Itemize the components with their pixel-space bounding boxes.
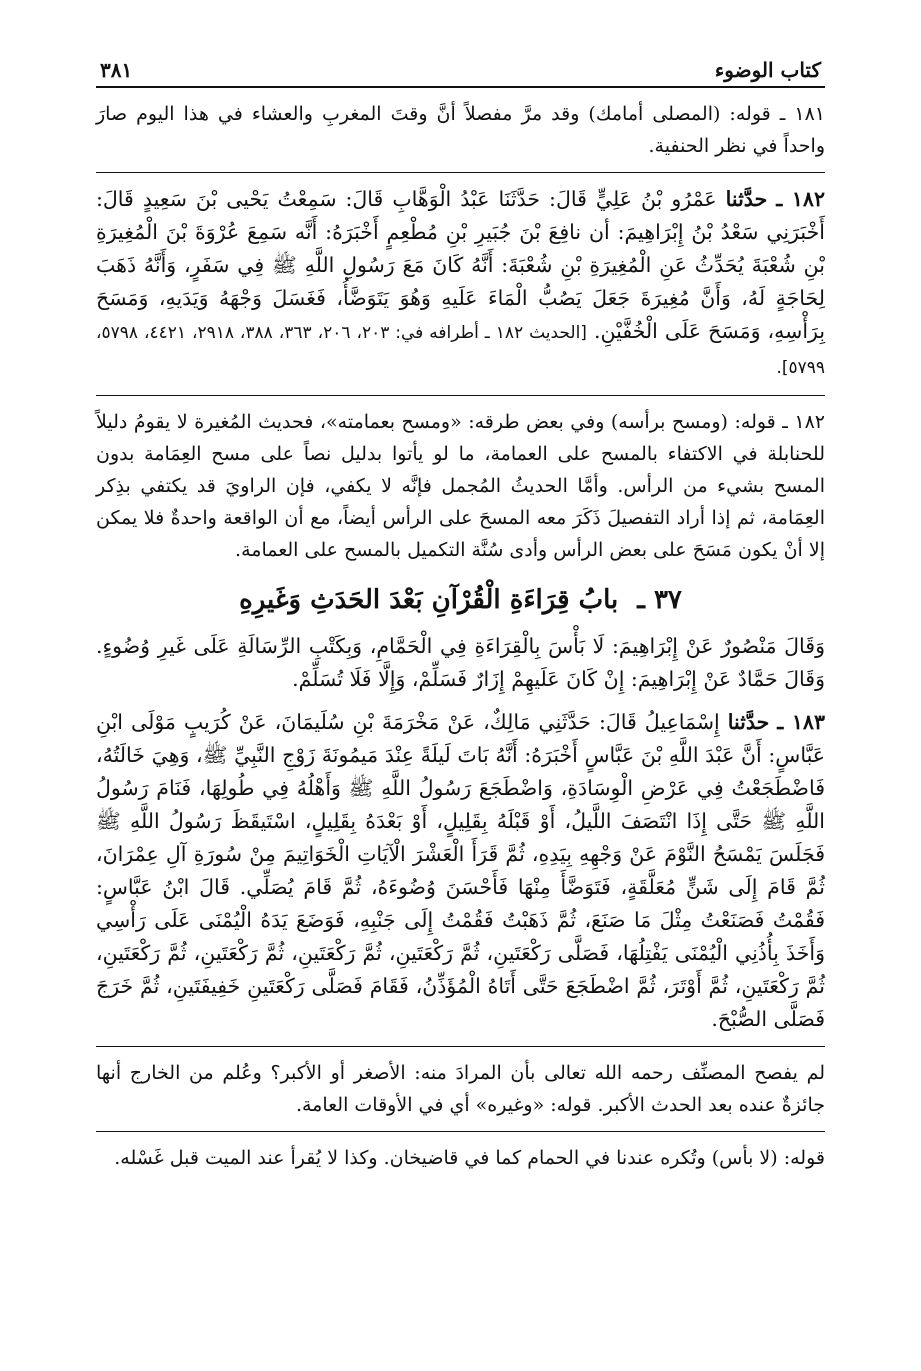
commentary-182-text: ١٨٢ ـ قوله: (ومسح برأسه) وفي بعض طرقه: «ومسح بعمامته»، فحديث المُغيرة لا يقومُ دليلاً للحنابلة في الاكتفاء بالمسح على العمامة، ما لو يأتوا بدليل نصاً على مسح العِمَامة بدون المسح بشيء من الرأس. وأمَّا الحديثُ المُجمل فإنَّه لا يكفي، فإن الراويَ قد يكتفي بذِكر العِمَامة، ثم إذا أراد التفصيلَ ذَكَرَ معه المسحَ على الرأس أيضاً، مع أن الواقعة واحدةٌ فلا يمكن إلا أنْ يكون مَسَحَ على بعض الرأس وأدى سُنَّة التكميل بالمسح على العمامة. — [96, 411, 825, 561]
running-head — [96, 48, 825, 88]
hadith-183-intro: حدَّثنا — [727, 710, 770, 734]
hadith-183-paragraph — [96, 706, 825, 1036]
hadith-182-references: [الحديث ١٨٢ ـ أطرافه في: ٢٠٣، ٢٠٦، ٣٦٣، ٣٨٨، ٢٩١٨، ٤٤٢١، ٥٧٩٨، ٥٧٩٩]. — [96, 323, 825, 378]
hadith-182 — [96, 183, 825, 385]
section-divider — [96, 395, 825, 396]
chapter-title: بابُ قِرَاءَةِ الْقُرْآنِ بَعْدَ الحَدَثِ وَغَيرِهِ — [239, 585, 619, 615]
hadith-182-text: عَمْرُو بْنُ عَلِيٍّ قَالَ: حَدَّثَنَا عَبْدُ الْوَهَّابِ قَالَ: سَمِعْتُ يَحْيى بْنَ سَعِيدٍ قَالَ: أَخْبَرَنِي سَعْدُ بْنُ إِبْرَاهِيمَ: أن نافِعَ بْنَ جُبَيرِ بْنِ مُطْعِمٍ أَخْبَرَهُ: أَنَّه سَمِعَ عُرْوَةَ بْنَ الْمُغِيرَةِ بْنِ شُعْبَةَ يُحَدِّثُ عَنِ الْمُغِيرَةِ بْنِ شُعْبَةَ: أَنَّهُ كَانَ مَعَ رَسُولِ اللَّهِ ﷺ فِي سَفَرٍ، وَأَنَّهُ ذَهَبَ لِحَاجَةٍ لَهُ، وَأَنَّ مُغِيرَةَ جَعَلَ يَصُبُّ الْمَاءَ عَلَيهِ وَهُوَ يَتَوَضَّأُ، فَغَسَلَ وَجْهَهُ وَيَدَيهِ، وَمَسَحَ بِرَأْسِهِ، وَمَسَحَ عَلَى الْخُفَّيْنِ. — [96, 187, 826, 343]
hadith-183-text: إِسْمَاعِيلُ قَالَ: حَدَّثَنِي مَالِكٌ، عَنْ مَخْرَمَةَ بْنِ سُلَيمَانَ، عَنْ كُرَيبٍ مَوْلَى ابْنِ عَبَّاسٍ: أَنَّ عَبْدَ اللَّهِ بْنَ عَبَّاسٍ أَخْبَرَهُ: أَنَّهُ بَاتَ لَيلَةً عِنْدَ مَيمُونَةَ زَوْجِ النَّبِيِّ ﷺ، وَهِيَ خَالَتُهُ، فَاضْطَجَعْتُ فِي عَرْضِ الْوِسَادَةِ، وَاضْطَجَعَ رَسُولُ اللَّهِ ﷺ وَأَهْلُهُ فِي طُولِهَا، فَنَامَ رَسُولُ اللَّهِ ﷺ حَتَّى إِذَا انْتَصَفَ اللَّيلُ، أَوْ قَبْلَهُ بِقَلِيلٍ، أَوْ بَعْدَهُ بِقَلِيلٍ، اسْتَيقَظَ رَسُولُ اللَّهِ ﷺ فَجَلَسَ يَمْسَحُ النَّوْمَ عَنْ وَجْهِهِ بِيَدِهِ، ثُمَّ قَرَأَ الْعَشْرَ الْآيَاتِ الْخَوَاتِيمَ مِنْ سُورَةِ آلِ عِمْرَانَ، ثُمَّ قَامَ إِلَى شَنٍّ مُعَلَّقَةٍ، فَتَوَضَّأَ مِنْهَا فَأَحْسَنَ وُضُوءَهُ، ثُمَّ قَامَ يُصَلِّي. قَالَ ابْنُ عَبَّاسٍ: فَقُمْتُ فَصَنَعْتُ مِثْلَ مَا صَنَعَ، ثُمَّ ذَهَبْتُ فَقُمْتُ إِلَى جَنْبِهِ، فَوَضَعَ يَدَهُ الْيُمْنَى عَلَى رَأْسِي وَأَخَذَ بِأُذُنِي الْيُمْنَى يَفْتِلُهَا، فَصَلَّى رَكْعَتَينِ، ثُمَّ رَكْعَتَينِ، ثُمَّ رَكْعَتَينِ، ثُمَّ رَكْعَتَينِ، ثُمَّ رَكْعَتَينِ، ثُمَّ رَكْعَتَينِ، ثُمَّ أَوْتَرَ، ثُمَّ اضْطَجَعَ حَتَّى أَتَاهُ الْمُؤَذِّنُ، فَقَامَ فَصَلَّى رَكْعَتَينِ خَفِيفَتَينِ، ثُمَّ خَرَجَ فَصَلَّى الصُّبْحَ. — [96, 710, 825, 1031]
chapter-number: ٣٧ ـ — [637, 585, 682, 615]
chapter-intro-text: وَقَالَ مَنْصُورٌ عَنْ إِبْرَاهِيمَ: لَا بَأْسَ بِالْقِرَاءَةِ فِي الْحَمَّامِ، وَبِكَتْبِ الرِّسَالَةِ عَلَى غَيرِ وُضُوءٍ. وَقَالَ حَمَّادٌ عَنْ إِبْرَاهِيمَ: إِنْ كَانَ عَلَيهِمْ إِزَارٌ فَسَلِّمْ، وَإِلَّا فَلَا تُسَلِّمْ. — [96, 634, 825, 691]
page-number: ٣٨١ — [100, 58, 133, 82]
hadith-182-number: ١٨٢ ـ — [776, 187, 825, 211]
chapter-intro — [96, 630, 825, 696]
commentary-181-text: ١٨١ ـ قوله: (المصلى أمامك) وقد مرَّ مفصلاً أنَّ وقتَ المغربِ والعشاء في هذا اليوم صارَ واحداً في نظر الحنفية. — [96, 103, 825, 157]
hadith-183-number: ١٨٣ ـ — [777, 710, 825, 734]
commentary-chapter — [96, 1057, 825, 1121]
book-title: كتاب الوضوء — [714, 58, 821, 82]
section-divider — [96, 172, 825, 173]
commentary-chapter-text: لم يفصح المصنِّف رحمه الله تعالى بأن المرادَ منه: الأصغر أو الأكبر؟ وعُلم من الخارج أنها جائزةٌ عنده بعد الحدث الأكبر. قوله: «وغيره» أي في الأوقات العامة. — [96, 1062, 825, 1116]
section-divider — [96, 1131, 825, 1132]
commentary-182 — [96, 406, 825, 566]
hadith-183 — [96, 706, 825, 1036]
chapter-heading — [96, 580, 825, 620]
hadith-182-paragraph — [96, 183, 825, 385]
section-divider — [96, 1046, 825, 1047]
hadith-182-intro: حدَّثنا — [725, 187, 768, 211]
commentary-final-text: قوله: (لا بأس) وتُكره عندنا في الحمام كما في قاضيخان. وكذا لا يُقرأ عند الميت قبل غَسْله. — [114, 1147, 825, 1169]
commentary-181 — [96, 98, 825, 162]
commentary-final — [96, 1142, 825, 1174]
